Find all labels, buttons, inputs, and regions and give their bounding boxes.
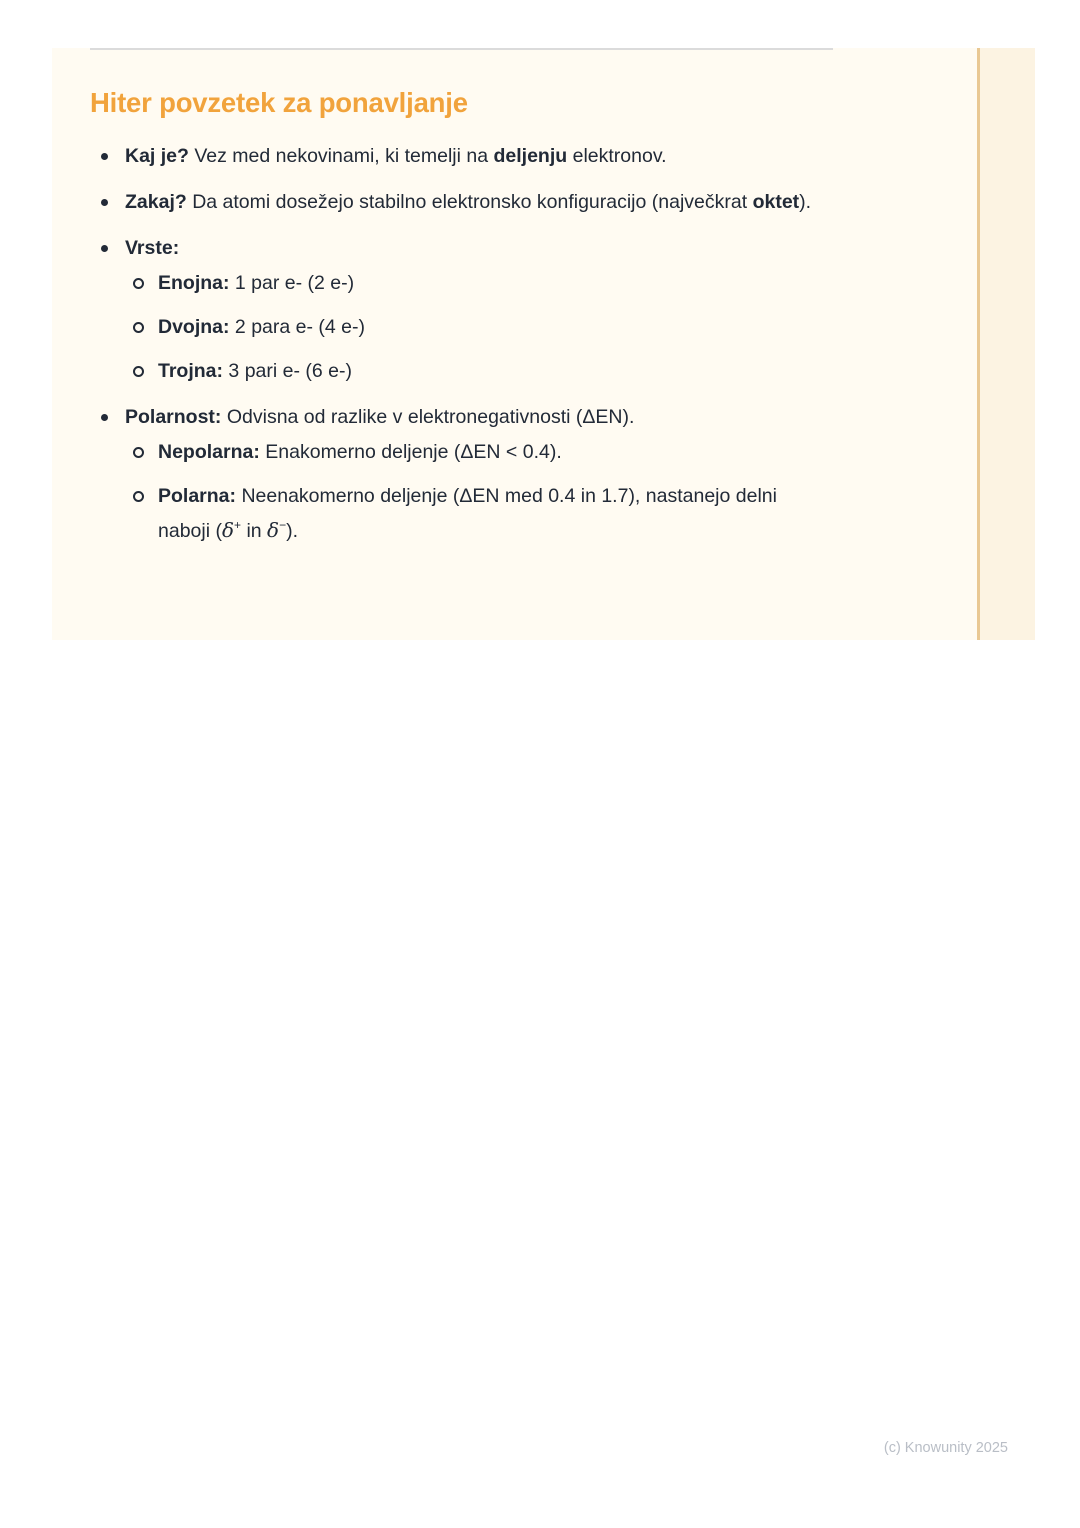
- sub-bullet-dvojna-label: Dvojna:: [158, 316, 230, 338]
- delta-plus-sign: +: [234, 517, 242, 532]
- polarnost-sub-list: [125, 435, 815, 548]
- bullet-polarnost: [90, 400, 815, 548]
- sub-bullet-nepolarna-text: Enakomerno deljenje (ΔEN < 0.4).: [259, 441, 562, 463]
- bullet-zakaj-bold-word: oktet: [752, 191, 800, 213]
- sub-bullet-trojna: [125, 354, 815, 388]
- bullet-zakaj-label: Zakaj?: [125, 191, 187, 213]
- delta-minus-symbol: δ: [267, 518, 280, 542]
- bullet-kaj-je-label: Kaj je?: [125, 145, 189, 167]
- bullet-kaj-je: [90, 139, 815, 173]
- delta-plus-symbol: δ: [221, 518, 235, 542]
- copyright-note: (c) Knowunity 2025: [883, 1440, 1008, 1456]
- sub-bullet-trojna-label: Trojna:: [158, 360, 224, 382]
- sub-bullet-polarna-mid-text: in: [241, 520, 268, 542]
- bullet-vrste-label: Vrste:: [125, 237, 180, 259]
- sub-bullet-polarna: [125, 479, 815, 548]
- sub-bullet-nepolarna: [125, 435, 815, 469]
- bullet-kaj-je-text: Vez med nekovinami, ki temelji na: [188, 145, 494, 167]
- sub-bullet-enojna-text: 1 par e- (2 e-): [229, 272, 355, 294]
- summary-card: [52, 48, 1035, 640]
- sub-bullet-enojna-label: Enojna:: [158, 272, 230, 294]
- sub-bullet-nepolarna-label: Nepolarna:: [158, 441, 260, 463]
- bullet-polarnost-text: Odvisna od razlike v elektronegativnosti (ΔEN).: [221, 406, 635, 428]
- bullet-zakaj-text-end: ).: [799, 191, 812, 213]
- bullet-vrste: [90, 231, 815, 388]
- bullet-polarnost-label: Polarnost:: [125, 406, 222, 428]
- page-title: Hiter povzetek za ponavljanje: [90, 87, 468, 118]
- sub-bullet-dvojna: [125, 310, 815, 344]
- bullet-kaj-je-text-end: elektronov.: [567, 145, 667, 167]
- sub-bullet-enojna: [125, 266, 815, 300]
- sub-bullet-trojna-text: 3 pari e- (6 e-): [223, 360, 352, 382]
- bullet-kaj-je-bold-word: deljenju: [493, 145, 568, 167]
- card-content: [52, 48, 1035, 548]
- vrste-sub-list: [125, 266, 815, 388]
- sub-bullet-polarna-text: Neenakomerno deljenje (ΔEN med 0.4 in 1.7), nastanejo delni naboji (: [158, 485, 777, 542]
- summary-list: [90, 139, 815, 548]
- bullet-zakaj: [90, 185, 815, 219]
- sub-bullet-polarna-text-end: ).: [286, 520, 299, 542]
- sub-bullet-dvojna-text: 2 para e- (4 e-): [229, 316, 365, 338]
- delta-minus-sign: −: [279, 517, 287, 532]
- sub-bullet-polarna-label: Polarna:: [158, 485, 237, 507]
- bullet-zakaj-text: Da atomi dosežejo stabilno elektronsko konfiguracijo (največkrat: [186, 191, 753, 213]
